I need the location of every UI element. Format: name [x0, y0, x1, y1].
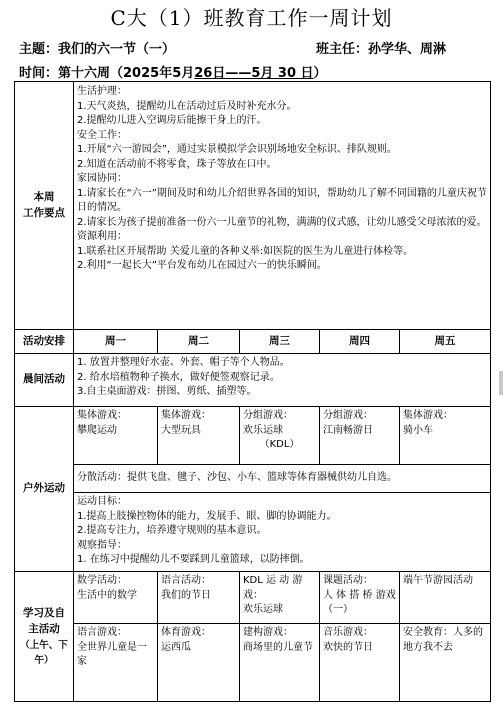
key-point-line: 2.知道在活动前不将零食，珠子等放在口中。 [77, 158, 277, 170]
outdoor-type: 集体游戏： [161, 410, 211, 421]
learning-mon-2 [74, 624, 158, 702]
learning-label-line4: 午） [34, 655, 54, 667]
morning-line: 2. 给水培植物种子换水，做好便签观察记录。 [77, 371, 280, 383]
outdoor-mon [74, 407, 158, 465]
morning-label: 晨间活动 [15, 354, 74, 407]
schedule-header-label: 活动安排 [15, 330, 74, 354]
key-points-content [74, 82, 491, 330]
goal-line: 1. 在练习中提醒幼儿不要踩到儿童篮球，以防摔倒。 [77, 554, 310, 565]
free-play-text: 分散活动：提供飞盘、毽子、沙包、小车、篮球等体育器械供幼儿自选。 [77, 472, 397, 484]
key-point-line: 2.利用“一起长大”平台发布幼儿在园过六一的快乐瞬间。 [77, 260, 327, 271]
outdoor-goals [74, 493, 491, 572]
learning-name: 商场里的儿童节 [243, 641, 313, 653]
time-row [19, 62, 327, 81]
learning-type: 建构游戏： [243, 627, 293, 638]
learning-name: 生活中的数学 [77, 589, 137, 601]
key-point-line: 1.请家长在“六一”期间及时和幼儿介绍世界各国的知识，帮助幼儿了解不同国籍的儿童庆祝节日的情况。 [77, 187, 487, 213]
outdoor-name: 攀爬运动 [77, 424, 117, 436]
morning-row [15, 354, 491, 407]
page-title: C大（1）班教育工作一周计划 [110, 6, 393, 30]
outdoor-free-row [15, 465, 491, 493]
key-point-line: 1.联系社区开展帮助 关爱儿童的各种义举:如医院的医生为儿童进行体检等。 [77, 245, 414, 257]
teacher-field [316, 38, 446, 57]
learning-name: 全世界儿童是一家 [77, 641, 147, 667]
learning-type: 语言游戏： [77, 627, 127, 638]
time-label: 时间： [19, 66, 59, 81]
key-point-line: 1.天气炎热，提醒幼儿在活动过后及时补充水分。 [77, 100, 297, 112]
outdoor-games-row [15, 407, 491, 465]
learning-tue-1 [158, 572, 240, 624]
learning-type: 体育游戏： [161, 627, 211, 638]
outdoor-goals-row [15, 493, 491, 572]
day-header-fri: 周五 [400, 330, 491, 354]
learning-wed-1 [240, 572, 320, 624]
learning-label-line3: （上午、下 [20, 640, 68, 652]
goal-line: 观察指导： [77, 539, 127, 551]
outdoor-fri [400, 407, 491, 465]
day-header-wed: 周三 [240, 330, 320, 354]
outdoor-wed [240, 407, 320, 465]
outdoor-tue [158, 407, 240, 465]
time-separator: —— [225, 66, 252, 81]
learning-row-2 [15, 624, 491, 702]
learning-thu-1 [320, 572, 400, 624]
learning-type: 安全教育：人多的地方我不去 [403, 627, 483, 653]
outdoor-label: 户外运动 [15, 407, 74, 572]
key-points-header [15, 82, 74, 330]
outdoor-name: 大型玩具 [161, 424, 201, 436]
teacher-label: 班主任： [316, 42, 369, 57]
key-points-header-line1: 本周 [33, 191, 55, 204]
outdoor-free-play [74, 465, 491, 493]
theme-row [19, 38, 447, 57]
learning-type: 数学活动： [77, 575, 127, 586]
outdoor-name: 江南畅游日 [323, 424, 373, 436]
key-points-row [15, 82, 491, 330]
learning-thu-2 [320, 624, 400, 702]
learning-label-line1: 学习及自 [23, 606, 65, 619]
learning-type: KDL 运 动 游 戏： [243, 575, 303, 601]
learning-fri-2 [400, 624, 491, 702]
teacher-value: 孙学华、周淋 [368, 42, 447, 57]
time-close: ） [313, 66, 327, 81]
learning-type: 课题活动： [323, 575, 373, 586]
key-point-line: 1.开展“六一游园会”，通过实景模拟学会识别场地安全标识、排队规则。 [77, 144, 397, 155]
morning-line: 3.自主桌面游戏：拼图、剪纸、插塑等。 [77, 386, 257, 397]
outdoor-note: （KDL） [259, 439, 300, 450]
learning-tue-2 [158, 624, 240, 702]
outdoor-type: 集体游戏： [77, 410, 127, 421]
key-points-header-line2: 工作要点 [23, 206, 65, 219]
key-point-line: 生活护理： [77, 86, 127, 97]
learning-label-line2: 主活动 [28, 623, 60, 636]
outdoor-type: 分组游戏： [243, 410, 293, 421]
key-point-line: 2.请家长为孩子提前准备一份六一儿童节的礼物，满满的仪式感，让幼儿感受父母浓浓的爱。 [77, 216, 487, 228]
time-week: 第十六周（2025年5月 [58, 66, 195, 81]
goal-line: 1.提高上肢操控物体的能力，发展手、眼、脚的协调能力。 [77, 510, 337, 522]
weekly-plan-table [14, 81, 491, 702]
outdoor-type: 分组游戏： [323, 410, 373, 421]
key-point-line: 2.提醒幼儿进入空调房后能擦干身上的汗。 [77, 115, 267, 126]
learning-type: 语言活动： [161, 575, 211, 586]
goal-line: 运动目标： [77, 496, 127, 507]
morning-content [74, 354, 491, 407]
time-end: 5月 30 日 [251, 66, 314, 81]
outdoor-name: 骑小车 [403, 424, 433, 436]
goal-line: 2.提高专注力，培养遵守规则的基本意识。 [77, 525, 267, 536]
learning-name: 人 体 搭 桥 游戏（一） [323, 589, 396, 615]
learning-type: 端午节游园活动 [403, 575, 473, 586]
learning-label [15, 572, 74, 702]
outdoor-type: 集体游戏： [403, 410, 453, 421]
key-point-line: 安全工作： [77, 129, 127, 141]
morning-line: 1. 放置并整理好水壶、外套、帽子等个人物品。 [77, 357, 290, 368]
learning-name: 欢乐运球 [243, 604, 283, 615]
key-point-line: 资源利用： [77, 231, 127, 242]
scrollbar-thumb[interactable] [499, 371, 503, 395]
day-header-mon: 周一 [74, 330, 158, 354]
outdoor-name: 欢乐运球 [243, 424, 283, 436]
learning-mon-1 [74, 572, 158, 624]
learning-name: 欢快的节日 [323, 641, 373, 653]
theme-value: 我们的六一节（一） [58, 42, 176, 57]
day-header-tue: 周二 [158, 330, 240, 354]
learning-row-1 [15, 572, 491, 624]
learning-name: 运西瓜 [161, 641, 191, 653]
theme-label: 主题： [19, 42, 59, 57]
learning-wed-2 [240, 624, 320, 702]
day-header-thu: 周四 [320, 330, 400, 354]
learning-fri-1 [400, 572, 491, 624]
learning-name: 我们的节日 [161, 589, 211, 601]
time-start: 26日 [194, 66, 226, 81]
outdoor-thu [320, 407, 400, 465]
schedule-header-row [15, 330, 491, 354]
key-point-line: 家园协同： [77, 173, 127, 184]
learning-type: 音乐游戏： [323, 627, 373, 638]
